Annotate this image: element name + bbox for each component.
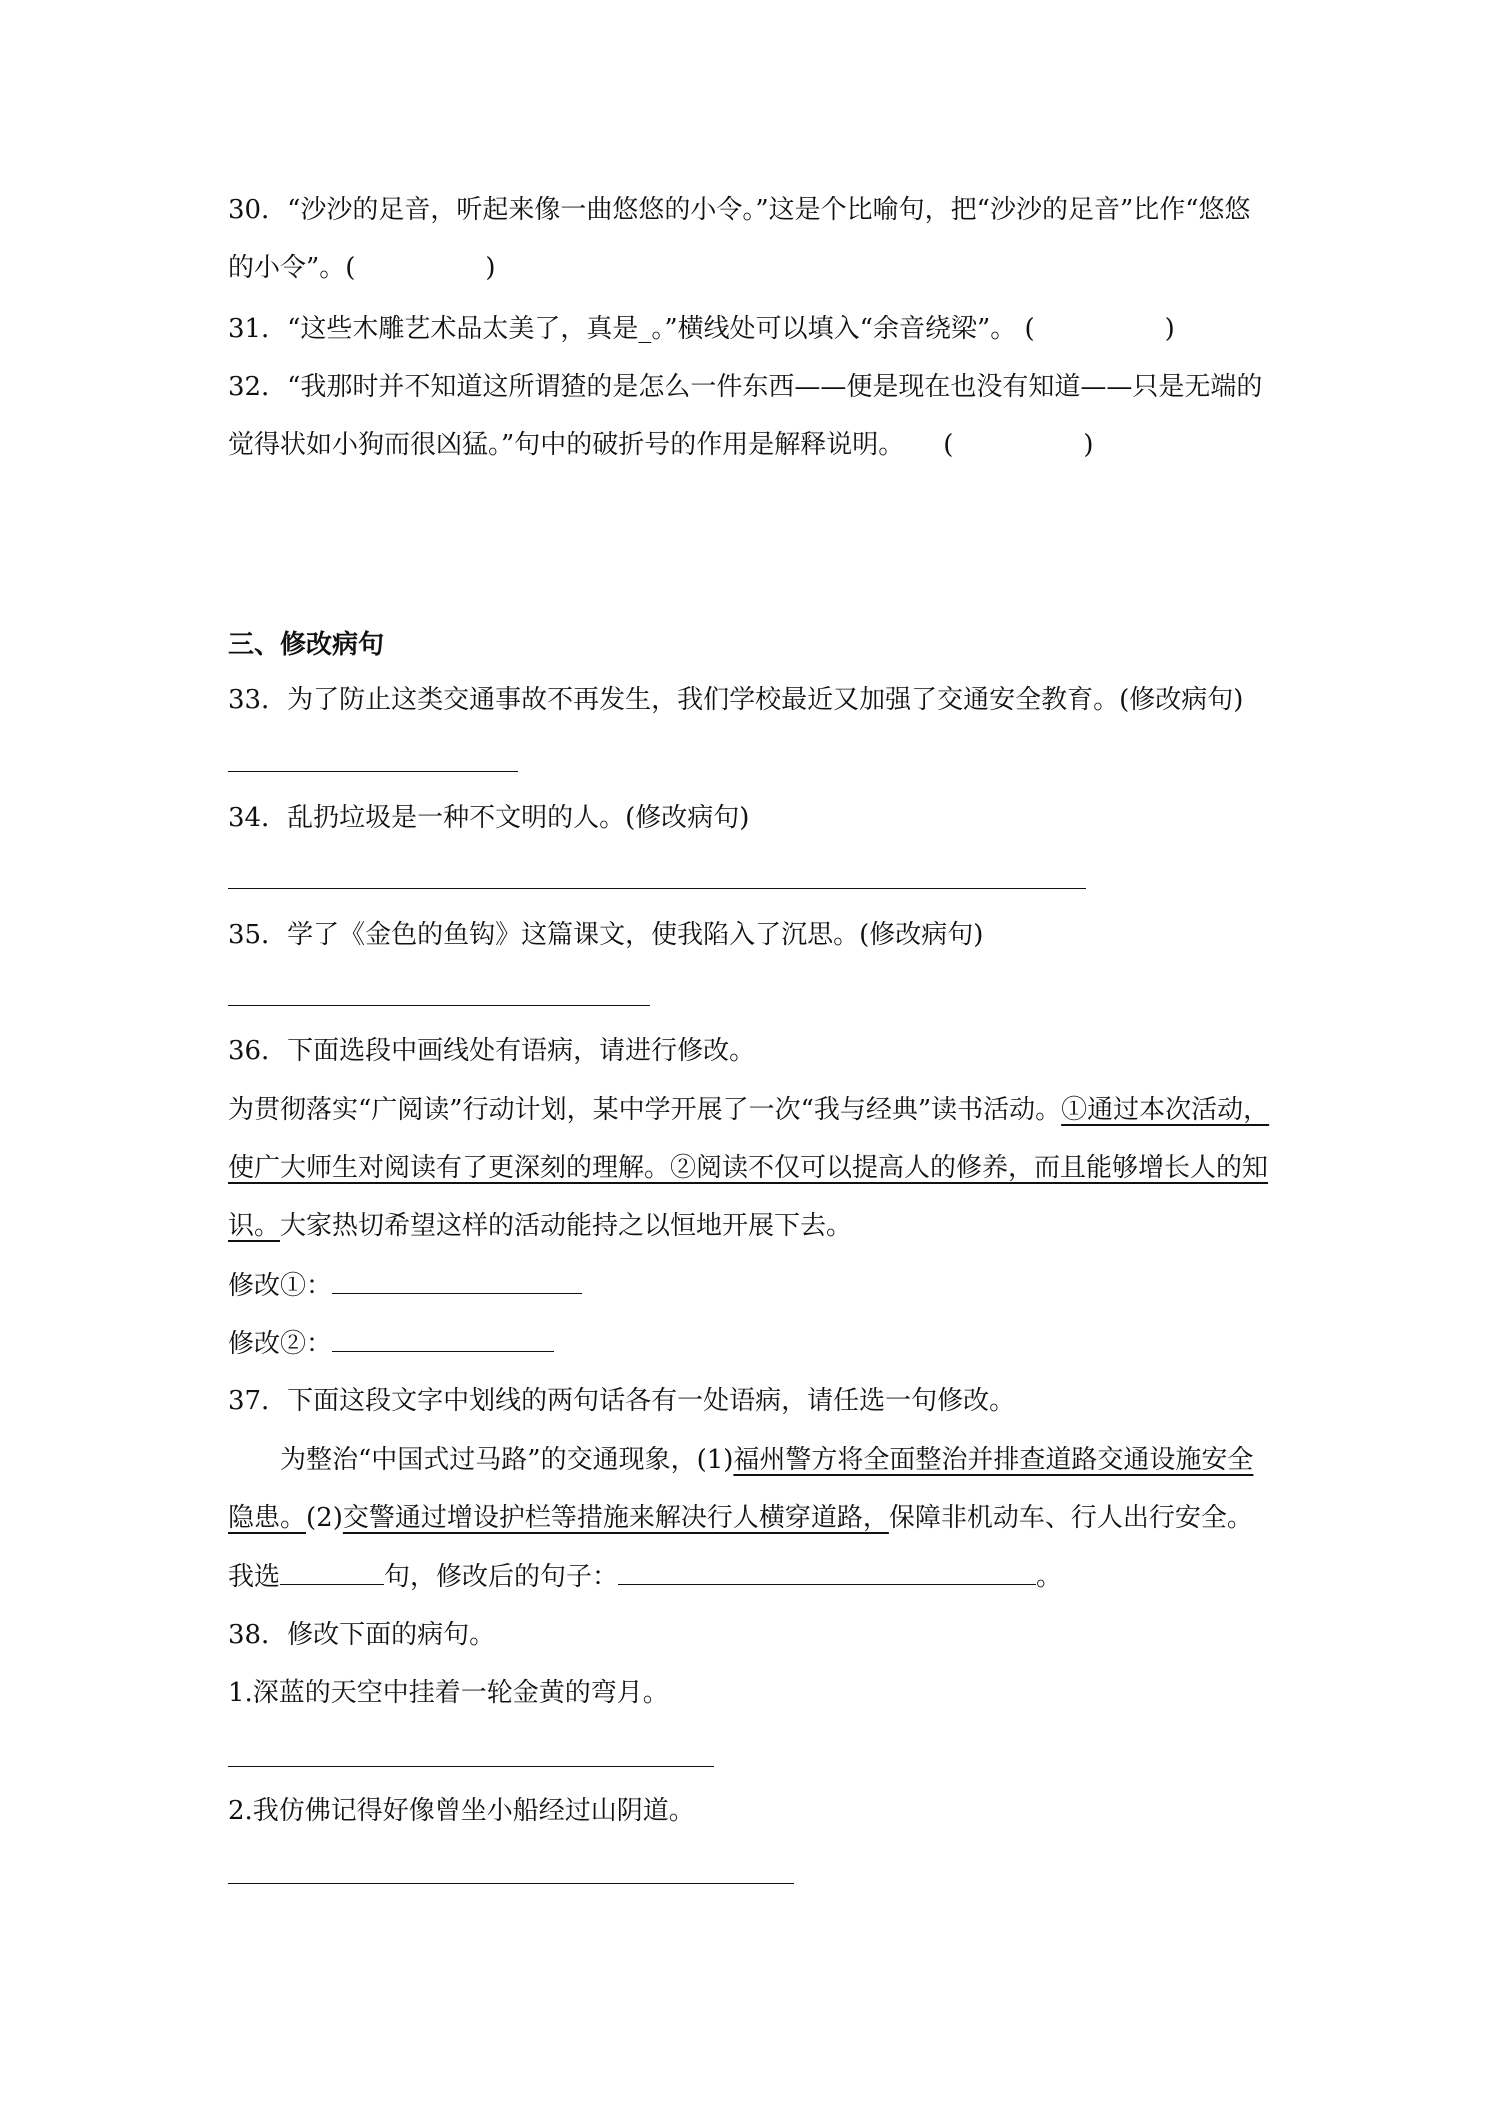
q36-underlined-sentence-2: 使广大师生对阅读有了更深刻的理解。②阅读不仅可以提高人的修养，而且能够增长人的知 bbox=[228, 1153, 1269, 1183]
q38-item1: 1.深蓝的天空中挂着一轮金黄的弯月。 bbox=[228, 1678, 669, 1708]
q33-text: 33．为了防止这类交通事故不再发生，我们学校最近又加强了交通安全教育。(修改病句) bbox=[228, 685, 1244, 715]
q38-item2: 2.我仿佛记得好像曾坐小船经过山阴道。 bbox=[228, 1796, 695, 1826]
q37-choose-end: 。 bbox=[1036, 1562, 1063, 1592]
q30-line1: 30．“沙沙的足音，听起来像一曲悠悠的小令。”这是个比喻句，把“沙沙的足音”比作“悠悠 bbox=[228, 195, 1251, 225]
q36-underlined-end: 识。 bbox=[228, 1211, 281, 1241]
q37-choice-blank[interactable] bbox=[280, 1558, 384, 1585]
q32-line1: 32．“我那时并不知道这所谓猹的是怎么一件东西——便是现在也没有知道——只是无端的 bbox=[228, 372, 1263, 402]
q37-underlined-sentence-1: 福州警方将全面整治并排查道路交通设施安全 bbox=[733, 1445, 1254, 1475]
q36-fix2-label: 修改②： bbox=[228, 1329, 333, 1359]
q37-choose-mid: 句，修改后的句子： bbox=[384, 1562, 619, 1592]
q37-passage-line2 bbox=[228, 1500, 1253, 1536]
q34-text: 34．乱扔垃圾是一种不文明的人。(修改病句) bbox=[228, 803, 750, 833]
q36-passage-plain: 为贯彻落实“广阅读”行动计划，某中学开展了一次“我与经典”读书活动。 bbox=[228, 1095, 1062, 1125]
q37-answer bbox=[228, 1558, 1062, 1595]
q36-fix1-blank[interactable] bbox=[332, 1267, 582, 1294]
q38-item1-answer-line[interactable] bbox=[228, 1766, 714, 1767]
q36-passage-line3 bbox=[228, 1208, 852, 1244]
q31-text: 31．“这些木雕艺术品太美了，真是_。”横线处可以填入“余音绕梁”。 ( ) bbox=[228, 314, 1175, 344]
q37-underlined-sentence-2: 交警通过增设护栏等措施来解决行人横穿道路， bbox=[342, 1503, 889, 1533]
q33-answer-line[interactable] bbox=[228, 771, 518, 772]
q37-underlined-sentence-1-end: 隐患。 bbox=[228, 1503, 307, 1533]
q32-line2: 觉得状如小狗而很凶猛。”句中的破折号的作用是解释说明。 ( ) bbox=[228, 430, 1094, 460]
q37-rewrite-blank[interactable] bbox=[618, 1558, 1036, 1585]
q36-fix1 bbox=[228, 1267, 582, 1304]
q36-passage-line2 bbox=[228, 1150, 1268, 1186]
q36-underlined-sentence-1: ①通过本次活动， bbox=[1061, 1095, 1270, 1125]
q36-fix2-blank[interactable] bbox=[332, 1325, 554, 1352]
q37-passage-plain2: 保障非机动车、行人出行安全。 bbox=[888, 1503, 1253, 1533]
q36-passage-line1 bbox=[228, 1092, 1269, 1128]
q38-item2-answer-line[interactable] bbox=[228, 1883, 794, 1884]
q37-passage-line1 bbox=[280, 1442, 1253, 1478]
q34-answer-line[interactable] bbox=[228, 888, 1086, 889]
q30-line2: 的小令”。( ) bbox=[228, 253, 496, 283]
q36-prompt: 36．下面选段中画线处有语病，请进行修改。 bbox=[228, 1036, 756, 1066]
q37-prompt: 37．下面这段文字中划线的两句话各有一处语病，请任选一句修改。 bbox=[228, 1386, 1016, 1416]
q35-answer-line[interactable] bbox=[228, 1005, 650, 1006]
q35-text: 35．学了《金色的鱼钩》这篇课文，使我陷入了沉思。(修改病句) bbox=[228, 920, 984, 950]
q36-fix2 bbox=[228, 1325, 554, 1362]
q36-passage-end: 大家热切希望这样的活动能持之以恒地开展下去。 bbox=[280, 1211, 853, 1241]
q37-passage-plain1: 为整治“中国式过马路”的交通现象，(1) bbox=[280, 1445, 734, 1475]
q37-marker-2: (2) bbox=[306, 1503, 343, 1533]
q38-prompt: 38．修改下面的病句。 bbox=[228, 1620, 496, 1650]
section-heading: 三、修改病句 bbox=[228, 630, 385, 660]
q37-choose-prefix: 我选 bbox=[228, 1562, 281, 1592]
q36-fix1-label: 修改①： bbox=[228, 1271, 333, 1301]
